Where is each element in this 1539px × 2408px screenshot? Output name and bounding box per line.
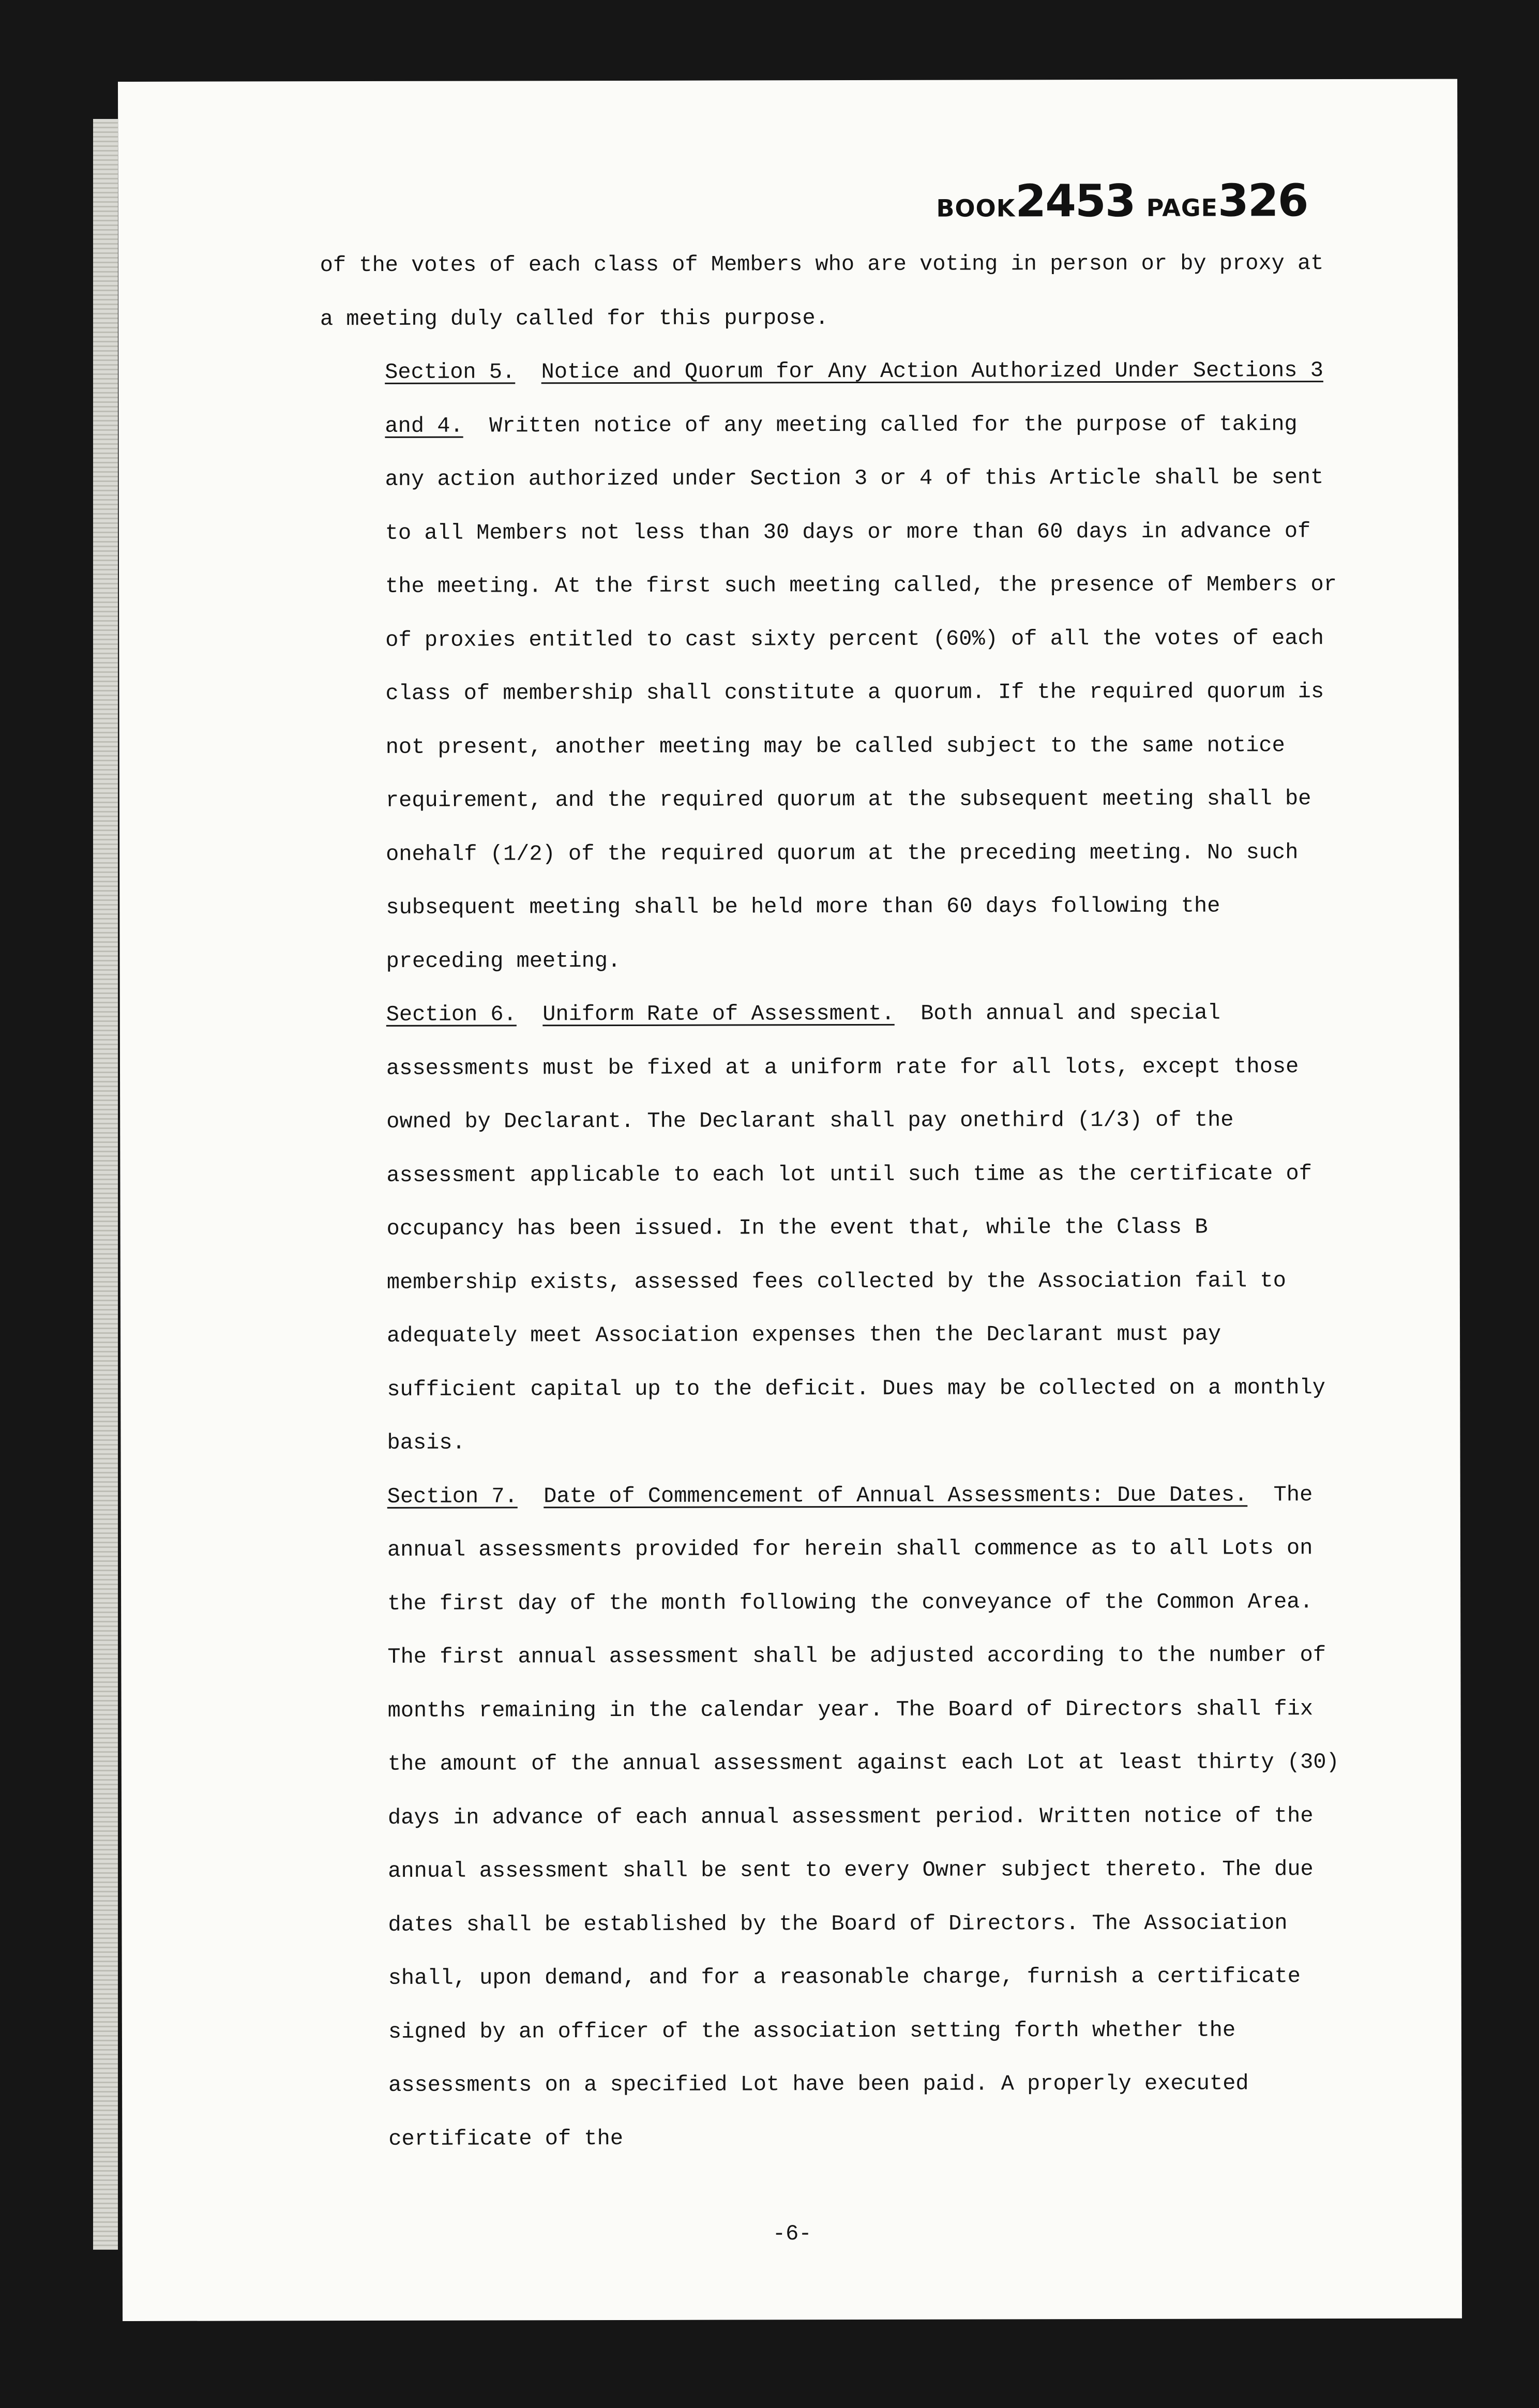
document-body xyxy=(320,237,1353,2166)
section-5-text: Written notice of any meeting called for the purpose of taking any action authorized under Section 3 or 4 of this Article shall be sent to all Members not less than 30 days or more than 60 days in advance of the meeting. At the first such meeting called, the presence of Members or of proxies entitled to cast sixty percent (60%) of all the votes of each class of membership shall constitute a quorum. If the required quorum is not present, another meeting may be called subject to the same notice requirement, and the required quorum at the subsequent meeting shall be onehalf (1/2) of the required quorum at the preceding meeting. No such subsequent meeting shall be held more than 60 days following the preceding meeting. xyxy=(385,411,1337,974)
section-7 xyxy=(323,1468,1353,2166)
section-6-title: Uniform Rate of Assessment. xyxy=(542,1001,895,1027)
document-page xyxy=(118,79,1462,2321)
section-5-label: Section 5. xyxy=(385,359,516,385)
page-label: PAGE xyxy=(1146,193,1218,222)
book-page-reference xyxy=(936,175,1307,228)
section-7-text: The annual assessments provided for herein shall commence as to all Lots on the first day of the month following the conveyance of the Common Area. The first annual assessment shall be adjusted according to the number of months remaining in the calendar year. The Board of Directors shall fix the amount of the annual assessment against each Lot at least thirty (30) days in advance of each annual assessment period. Written notice of the annual assessment shall be sent to every Owner subject thereto. The due dates shall be established by the Board of Directors. The Association shall, upon demand, and for a reasonable charge, furnish a certificate signed by an officer of the association setting forth whether the assessments on a specified Lot have been paid. A properly executed certificate of the xyxy=(387,1482,1339,2151)
section-7-title: Date of Commencement of Annual Assessments: Due Dates. xyxy=(544,1482,1248,1509)
section-5-title: Notice and Quorum for Any Action Authorized Under Sections 3 and 4. xyxy=(385,358,1323,439)
page-footer-number: -6- xyxy=(772,2221,812,2247)
paragraph-continuation: of the votes of each class of Members who are voting in person or by proxy at a meeting duly called for this purpose. xyxy=(320,251,1324,332)
page-edge-shadow xyxy=(93,119,118,2250)
page-number: 326 xyxy=(1217,175,1308,227)
book-label: BOOK xyxy=(936,194,1016,222)
book-number: 2453 xyxy=(1015,175,1135,228)
section-6-label: Section 6. xyxy=(386,1002,517,1027)
section-7-label: Section 7. xyxy=(387,1483,518,1509)
section-6-text: Both annual and special assessments must be fixed at a uniform rate for all lots, except those owned by Declarant. The Declarant shall pay onethird (1/3) of the assessment applicable to each lot until such time as the certificate of occupancy has been issued. In the event that, while the Class B membership exists, assessed fees collected by the Association fail to adequately meet Association expenses then the Declarant must pay sufficient capital up to the deficit. Dues may be collected on a monthly basis. xyxy=(386,1000,1326,1455)
section-6 xyxy=(322,986,1352,1470)
section-5 xyxy=(320,344,1351,988)
